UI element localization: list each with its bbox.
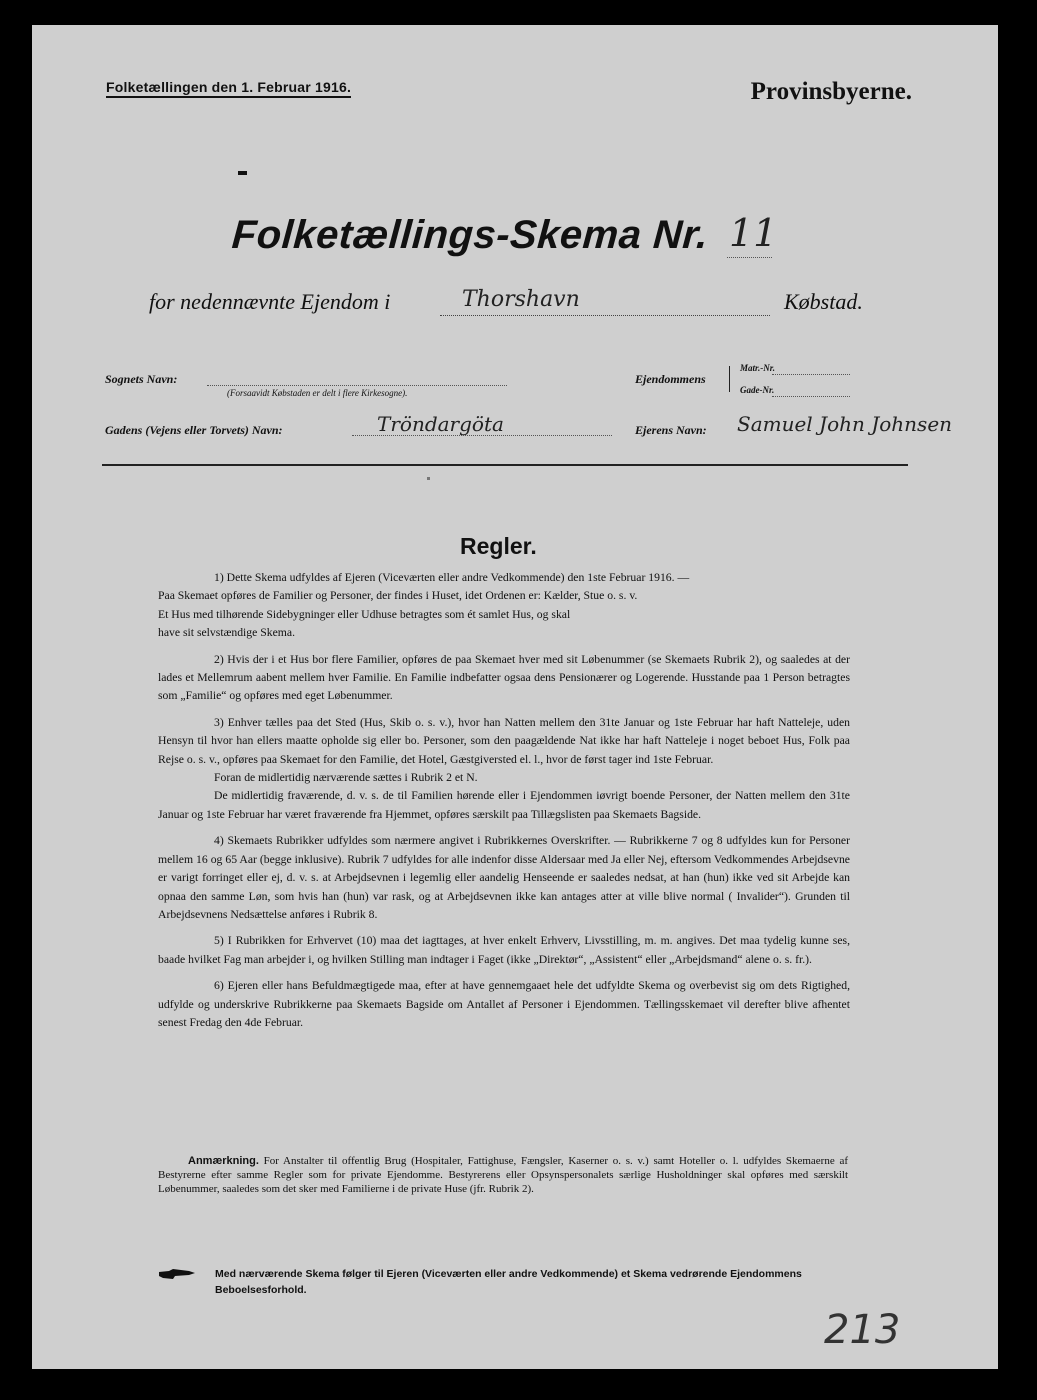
street-name-label: Gadens (Vejens eller Torvets) Navn: bbox=[105, 423, 283, 437]
owner-name-label: Ejerens Navn: bbox=[635, 423, 707, 437]
rule-3-temporary-present: Foran de midlertidig nærværende sættes i Rubrik 2 et N. bbox=[214, 771, 478, 785]
matr-nr-label: Matr.-Nr. bbox=[740, 363, 776, 373]
gade-nr-label: Gade-Nr. bbox=[740, 385, 775, 395]
footer-notice: Med nærværende Skema følger til Ejeren (Viceværten eller andre Vedkommende) et Skema vedrørende Ejendommens Beboelsesforhold. bbox=[215, 1268, 802, 1296]
rule-1-line: Et Hus med tilhørende Sidebygninger eller Udhuse betragtes som ét samlet Hus, og skal bbox=[158, 607, 571, 621]
rule-1-line: 1) Dette Skema udfyldes af Ejeren (Viceværten eller andre Vedkommende) den 1ste Februar 1916. — bbox=[214, 571, 690, 584]
form-number-line bbox=[727, 257, 772, 258]
matr-nr-dotted-line bbox=[772, 374, 850, 375]
rule-6: 6) Ejeren eller hans Befuldmægtigede maa, efter at have gennemgaaet hele det udfyldte Skema og overbevist sig om dets Rigtighed, udfylde og underskrive Rubrikkerne paa Skemaets Bagside om Antallet af Personer i Ejendommen. Tællingsskemaet vil derefter blive afhentet senest Fredag den 4de Februar. bbox=[158, 979, 850, 1029]
census-date-header: Folketællingen den 1. Februar 1916. bbox=[106, 79, 351, 98]
region-header: Provinsbyerne. bbox=[750, 78, 912, 105]
street-name-handwritten: Tröndargöta bbox=[377, 412, 504, 436]
rule-5: 5) I Rubrikken for Erhvervet (10) maa det iagttages, at hver enkelt Erhverv, Livsstilling, m. m. angives. Det maa tydelig kunne ses, baade hvilket Fag man arbejder i, og hvilken Stilling man indtager i Faget (ikke „Direktør“, „Assistent“ eller „Arbejdsmand“ alene o. s. fr.). bbox=[158, 934, 850, 966]
rule-1 bbox=[158, 569, 850, 643]
parish-note: (Forsaavidt Købstaden er delt i flere Kirkesogne). bbox=[227, 388, 408, 398]
page-number-handwritten: 213 bbox=[824, 1307, 901, 1353]
parish-name-label: Sognets Navn: bbox=[105, 372, 178, 386]
town-handwritten: Thorshavn bbox=[462, 287, 580, 312]
ink-mark bbox=[238, 171, 247, 175]
rule-3-temporary-absent: De midlertidig fraværende, d. v. s. de til Familien hørende eller i Ejendommen iøvrigt boende Personer, der Natten mellem den 31te Januar og 1ste Februar har været fraværende fra Hjemmet, opføres særskilt paa Tillægslisten paa Skemaets Bagside. bbox=[158, 789, 850, 821]
rule-2: 2) Hvis der i et Hus bor flere Familier, opføres de paa Skemaet hver med sit Løbenummer (se Skemaets Rubrik 2), og saaledes at der lades et Mellemrum aabent mellem hver Familie. En Familie indbefatter ogsaa dens Pensionærer og Logerende. Husstande paa 1 Person betragtes som „Familie“ og opføres med eget Løbenummer. bbox=[158, 652, 850, 703]
remark-text: For Anstalter til offentlig Brug (Hospitaler, Fattighuse, Fængsler, Kaserner o. s. v.) samt Hoteller o. l. udfyldes Skemaerne af Bestyrerne efter samme Regler som for private Ejendomme. Bestyrerens eller Opsynspersonalets særlige Husholdninger skal opføres med særskilt Løbenummer, saaledes som det sker med Familierne i de private Huse (jfr. Rubrik 2). bbox=[158, 1155, 848, 1195]
kobstad-label: Købstad. bbox=[784, 289, 863, 314]
form-number-handwritten: 11 bbox=[729, 211, 778, 255]
parish-dotted-line bbox=[207, 385, 507, 386]
census-form-page bbox=[32, 25, 998, 1369]
ink-speck bbox=[427, 477, 430, 480]
property-town-label: for nedennævnte Ejendom i bbox=[149, 289, 391, 314]
property-brace bbox=[729, 366, 734, 392]
owner-name-handwritten: Samuel John Johnsen bbox=[737, 412, 953, 436]
rules-heading: Regler. bbox=[460, 533, 537, 559]
pointing-hand-icon bbox=[159, 1268, 195, 1280]
rule-1-line: have sit selvstændige Skema. bbox=[158, 626, 295, 640]
rule-4: 4) Skemaets Rubrikker udfyldes som nærmere angivet i Rubrikkernes Overskrifter. — Rubrikkerne 7 og 8 udfyldes kun for Personer mellem 16 og 65 Aar (begge inklusive). Rubrik 7 udfyldes for alle indenfor disse Aldersaar med Ja eller Nej, eftersom Vedkommendes Arbejdsevne er varigt forringet eller ej, d. v. s. at Arbejdsevnen i legemlig eller aandelig Henseende er saaledes nedsat, at han (hun) ikke ved sit Arbejde kan opnaa den samme Løn, som hvis han (hun) var rask, og at Arbejdsevnen ikke kan antages atter at ville blive normal ( Invalider“). Grunden til Arbejdsevnens Nedsættelse anføres i Rubrik 8. bbox=[158, 834, 850, 921]
rules-body bbox=[158, 569, 850, 1040]
form-title: Folketællings-Skema Nr. bbox=[230, 213, 710, 257]
remark-paragraph bbox=[158, 1155, 848, 1196]
header-divider bbox=[102, 464, 908, 466]
rule-3: 3) Enhver tælles paa det Sted (Hus, Skib o. s. v.), hvor han Natten mellem den 31te Januar og 1ste Februar har haft Natteleje, uden Hensyn til hvor han ellers maatte opholde sig eller bo. Personer, som den paagældende Nat ikke har haft Natteleje i noget beboet Hus, Folk paa Rejse o. s. v., opføres paa Skemaet for den Familie, det Hotel, Gæstgiversted el. l., hvor de først tager ind 1ste Februar. bbox=[158, 715, 850, 766]
property-label: Ejendommens bbox=[635, 372, 706, 386]
street-dotted-line bbox=[352, 435, 612, 436]
rule-1-line: Paa Skemaet opføres de Familier og Personer, der findes i Huset, idet Ordenen er: Kælder, Stue o. s. v. bbox=[158, 589, 638, 603]
remark-label: Anmærkning. bbox=[188, 1155, 259, 1167]
town-dotted-line bbox=[440, 315, 770, 316]
gade-nr-dotted-line bbox=[772, 396, 850, 397]
